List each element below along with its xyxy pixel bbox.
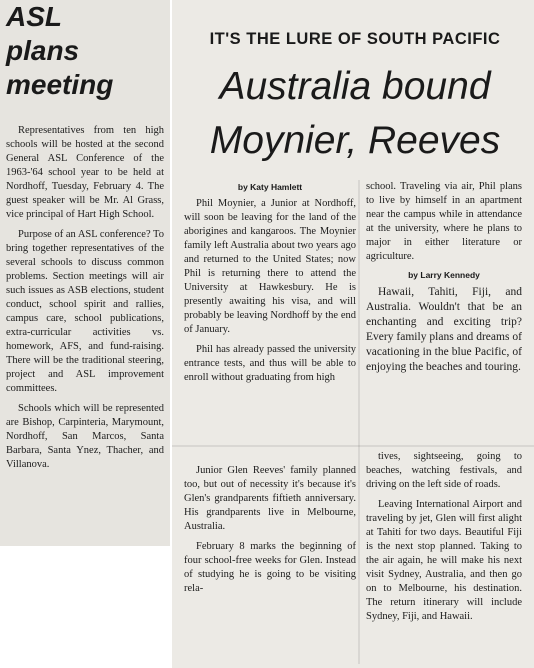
paper-fold [358,180,360,664]
australia-clipping [172,0,534,668]
australia-column-2 [366,180,522,381]
australia-kicker: IT'S THE LURE OF SOUTH PACIFIC [209,30,501,48]
australia-paragraph: Hawaii, Tahiti, Fiji, and Australia. Wouldn't that be an enchanting and exciting trip? Every family plans and dreams of vacationing in the blue Pacific, of enjoying the beaches and touring. [366,286,522,373]
australia-paragraph: Phil has already passed the university entrance tests, and thus will be able to enroll without graduating from high [184,344,356,383]
australia-paragraph: Phil Moynier, a Junior at Nordhoff, will soon be leaving for the land of the aborigines and kangaroos. The Moynier family left Australia about two years ago and returned to the United States; now Phil is returning there to attend the University at Hawkesbury. He is presently awaiting his visa, and will probably be leaving Nordhoff by the end of January. [184,198,356,335]
asl-headline-line: meeting [6,69,114,100]
australia-column-4 [366,450,522,630]
asl-headline-line: plans [6,35,80,66]
australia-paragraph: school. Traveling via air, Phil plans to live by himself in an apartment near the campus while in attendance at the university, where he plans to major in either literature or agriculture. [366,181,522,262]
australia-paragraph: tives, sightseeing, going to beaches, watching festivals, and driving on the left side of roads. [366,451,522,490]
australia-column-1 [184,180,356,391]
asl-paragraph: Schools which will be represented are Bishop, Carpinteria, Marymount, Nordhoff, San Marcos, Santa Barbara, Santa Ynez, Thacher, and Villanova. [6,403,164,470]
asl-paragraph: Representatives from ten high schools will be hosted at the second General ASL Conference of the 1963-'64 school year to be held at Nordhoff, Tuesday, February 4. The guest speaker will be Mr. Al Grass, vice principal of Hart High School. [6,125,164,220]
asl-headline [6,0,113,102]
byline-kennedy: by Larry Kennedy [408,270,480,280]
byline-hamlett: by Katy Hamlett [237,182,303,192]
australia-paragraph: February 8 marks the beginning of four school-free weeks for Glen. Instead of studying he is going to be visiting rela- [184,541,356,594]
australia-paragraph: Junior Glen Reeves' family planned too, but out of necessity it's because it's Glen's grandparents fiftieth anniversary. His grandparents live in Melbourne, Australia. [184,465,356,532]
paper-fold [172,445,534,447]
asl-paragraph: Purpose of an ASL conference? To bring together representatives of the several schools to discuss common problems. Section meetings will air such issues as ASB elections, student conduct, school spirit and rallies, campus care, school publications, extra-curricular activities vs. homework, AFS, and fund-raising. There will be the traditional steering, project and ASL improvement committees. [6,229,164,394]
asl-headline-line: ASL [6,1,62,32]
australia-headline-line-2: Moynier, Reeves [209,119,501,162]
australia-column-3 [184,464,356,602]
asl-article-body [6,124,164,478]
asl-clipping [0,0,170,546]
australia-headline-line-1: Australia bound [219,65,491,108]
australia-paragraph: Leaving International Airport and traveling by jet, Glen will first alight at Tahiti for two days. Beautiful Fiji is the next stop planned. Taking to the air again, he will make his next visit Sydney, Australia, and then go on to Melbourne, his destination. The return itinerary will include Sydney, Fiji, and Hawaii. [366,499,522,622]
